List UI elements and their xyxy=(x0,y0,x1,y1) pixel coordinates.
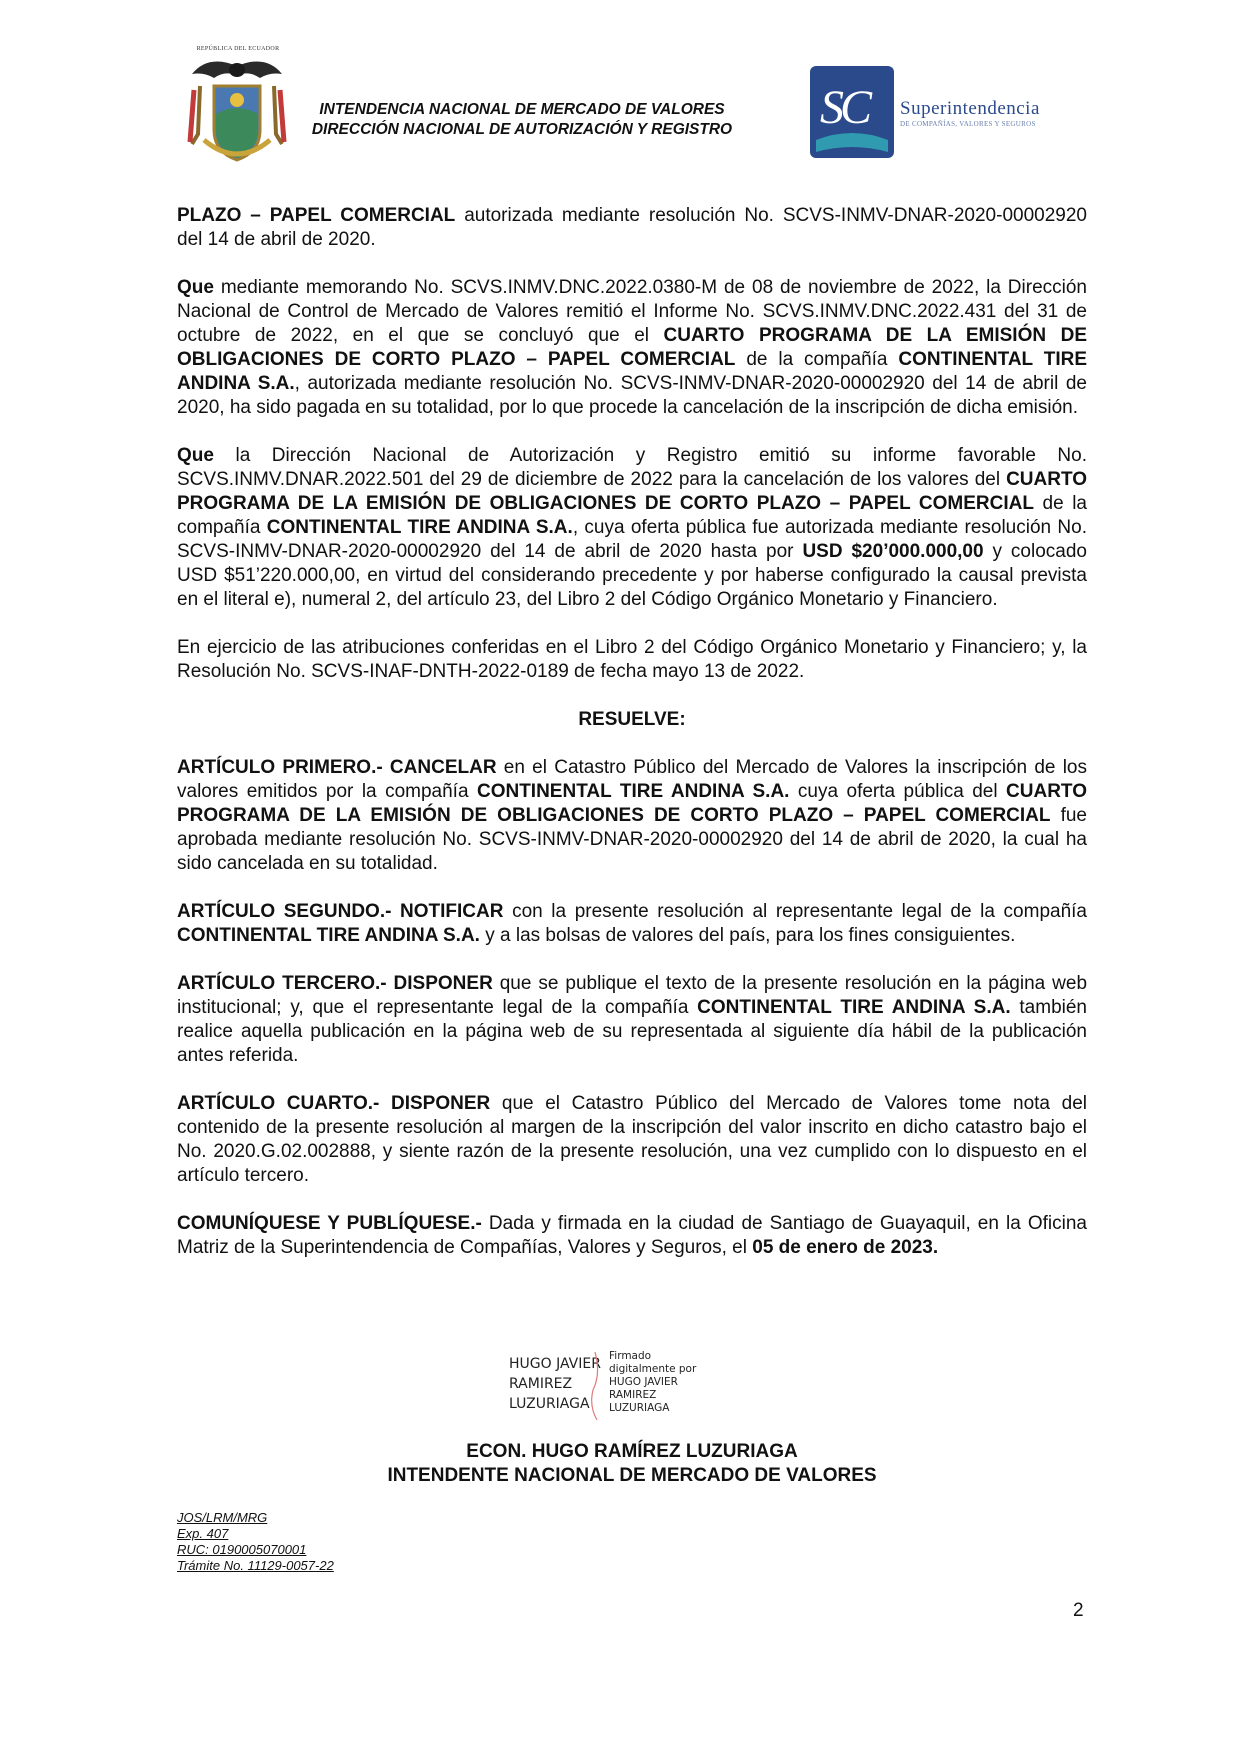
logo-word: Superintendencia xyxy=(900,98,1040,119)
paragraph-ejercicio: En ejercicio de las atribuciones conferidas en el Libro 2 del Código Orgánico Monetario y Financiero; y, la Resolución No. SCVS-INAF-DNTH-2022-0189 de fecha mayo 13 de 2022. xyxy=(177,637,1087,682)
logo-letters: SC xyxy=(820,81,869,134)
signature-stroke-icon xyxy=(587,1350,603,1422)
signature-meta: Firmado digitalmente por HUGO JAVIER RAMIREZ LUZURIAGA xyxy=(609,1350,697,1414)
signer-title: INTENDENTE NACIONAL DE MERCADO DE VALORES xyxy=(387,1465,877,1486)
header-title-line1: INTENDENCIA NACIONAL DE MERCADO DE VALORES xyxy=(319,101,725,118)
articulo-segundo: ARTÍCULO SEGUNDO.- NOTIFICAR con la presente resolución al representante legal de la compañía CONTINENTAL TIRE ANDINA S.A. y a las bolsas de valores del país, para los fines consiguientes. xyxy=(177,901,1087,946)
page-number: 2 xyxy=(1073,1600,1084,1621)
articulo-primero: ARTÍCULO PRIMERO.- CANCELAR en el Catastro Público del Mercado de Valores la inscripción de los valores emitidos por la compañía CONTINENTAL TIRE ANDINA S.A. cuya oferta pública del CUARTO PROGRAMA DE LA EMISIÓN DE OBLIGACIONES DE CORTO PLAZO – PAPEL COMERCIAL fue aprobada mediante resolución No. SCVS-INMV-DNAR-2020-00002920 del 14 de abril de 2020, la cual ha sido cancelada en su totalidad. xyxy=(177,757,1087,874)
closing-paragraph: COMUNÍQUESE Y PUBLÍQUESE.- Dada y firmada en la ciudad de Santiago de Guayaquil, en la Oficina Matriz de la Superintendencia de Compañías, Valores y Seguros, el 05 de enero de 2023. xyxy=(177,1213,1087,1258)
paragraph-que-direccion: Que la Dirección Nacional de Autorización y Registro emitió su informe favorable No. SCVS.INMV.DNAR.2022.501 del 29 de diciembre de 2022 para la cancelación de los valores del CUARTO PROGRAMA DE LA EMISIÓN DE OBLIGACIONES DE CORTO PLAZO – PAPEL COMERCIAL de la compañía CONTINENTAL TIRE ANDINA S.A., cuya oferta pública fue autorizada mediante resolución No. SCVS-INMV-DNAR-2020-00002920 del 14 de abril de 2020 hasta por USD $20’000.000,00 y colocado USD $51’220.000,00, en virtud del considerando precedente y por haberse configurado la causal prevista en el literal e), numeral 2, del artículo 23, del Libro 2 del Código Orgánico Monetario y Financiero. xyxy=(177,445,1087,610)
document-body xyxy=(177,204,1087,1284)
logo-subtitle: DE COMPAÑÍAS, VALORES Y SEGUROS xyxy=(900,120,1036,128)
header-title-line2: DIRECCIÓN NACIONAL DE AUTORIZACIÓN Y REGISTRO xyxy=(311,121,733,138)
digital-signature xyxy=(509,1350,709,1430)
articulo-cuarto: ARTÍCULO CUARTO.- DISPONER que el Catastro Público del Mercado de Valores tome nota del contenido de la presente resolución al margen de la inscripción del valor inscrito en dicho catastro bajo el No. 2020.G.02.002888, y siente razón de la presente resolución, una vez cumplido con lo dispuesto en el artículo tercero. xyxy=(177,1093,1087,1186)
paragraph-que-memorando: Que mediante memorando No. SCVS.INMV.DNC.2022.0380-M de 08 de noviembre de 2022, la Dirección Nacional de Control de Mercado de Valores remitió el Informe No. SCVS.INMV.DNC.2022.431 del 31 de octubre de 2022, en el que se concluyó que el CUARTO PROGRAMA DE LA EMISIÓN DE OBLIGACIONES DE CORTO PLAZO – PAPEL COMERCIAL de la compañía CONTINENTAL TIRE ANDINA S.A., autorizada mediante resolución No. SCVS-INMV-DNAR-2020-00002920 del 14 de abril de 2020, ha sido pagada en su totalidad, por lo que procede la cancelación de la inscripción de dicha emisión. xyxy=(177,277,1087,418)
header-title xyxy=(282,100,762,140)
signer-name: ECON. HUGO RAMÍREZ LUZURIAGA xyxy=(466,1441,798,1462)
signature-name: HUGO JAVIER RAMIREZ LUZURIAGA xyxy=(509,1356,601,1412)
seal-text: REPÚBLICA DEL ECUADOR xyxy=(196,46,280,52)
resuelve-heading: RESUELVE: xyxy=(578,709,686,730)
signer-block xyxy=(177,1440,1087,1488)
coat-of-arms-icon xyxy=(178,44,296,172)
reference-codes: JOS/LRM/MRG Exp. 407 RUC: 0190005070001 Trámite No. 11129-0057-22 xyxy=(177,1510,334,1573)
articulo-tercero: ARTÍCULO TERCERO.- DISPONER que se publique el texto de la presente resolución en la página web institucional; y, que el representante legal de la compañía CONTINENTAL TIRE ANDINA S.A. también realice aquella publicación en la página web de su representada al siguiente día hábil de la publicación antes referida. xyxy=(177,973,1088,1066)
paragraph-intro: PLAZO – PAPEL COMERCIAL autorizada mediante resolución No. SCVS-INMV-DNAR-2020-00002920 del 14 de abril de 2020. xyxy=(177,205,1087,250)
